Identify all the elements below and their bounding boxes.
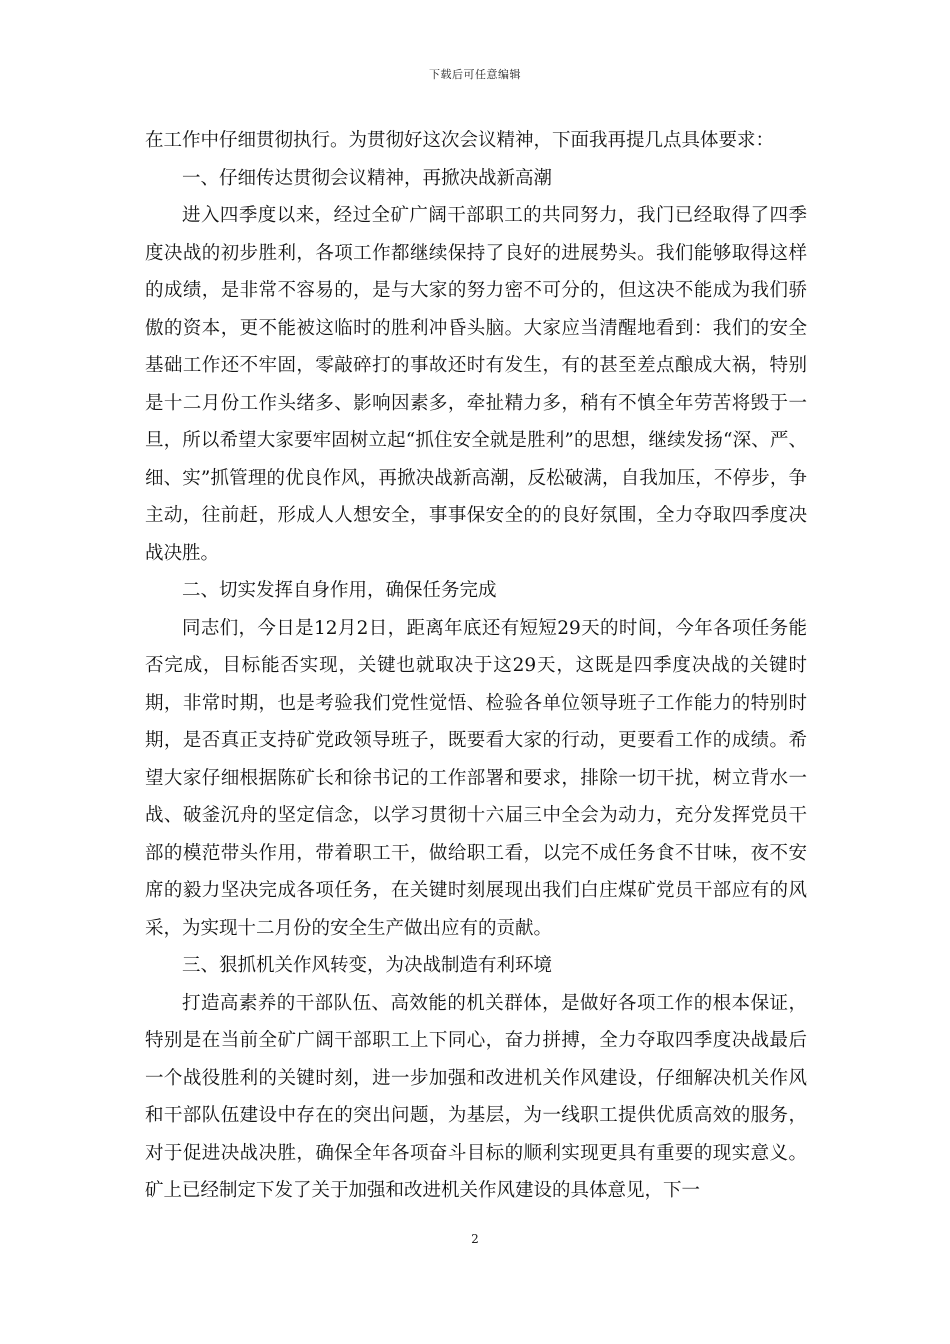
section-heading-2: 二、切实发挥自身作用，确保任务完成 [182,580,497,601]
page-number: 2 [471,1232,479,1246]
section-heading-1: 一、仔细传达贯彻会议精神，再掀决战新高潮 [182,167,553,189]
document-body [145,122,807,1210]
paragraph-1: 在工作中仔细贯彻执行。为贯彻好这次会议精神，下面我再提几点具体要求： [145,130,775,151]
section-heading-3: 三、狠抓机关作风转变，为决战制造有利环境 [182,955,553,976]
paragraph-4: 打造高素养的干部队伍、高效能的机关群体，是做好各项工作的根本保证，特别是在当前全矿广阔干部职工上下同心，奋力拼搏，全力夺取四季度决战最后一个战役胜利的关键时刻，进一步加强和改进机关作风建设，仔细解决机关作风和干部队伍建设中存在的突出问题，为基层，为一线职工提供优质高效的服务，对于促进决战决胜，确保全年各项奋斗目标的顺利实现更具有重要的现实意义。矿上已经制定下发了关于加强和改进机关作风建设的具体意见，下一 [145,992,807,1201]
page-header: 下载后可任意编辑 [429,68,521,81]
paragraph-2: 进入四季度以来，经过全矿广阔干部职工的共同努力，我门已经取得了四季度决战的初步胜利，各项工作都继续保持了良好的进展势头。我们能够取得这样的成绩，是非常不容易的，是与大家的努力密不可分的，但这决不能成为我们骄傲的资本，更不能被这临时的胜利冲昏头脑。大家应当清醒地看到：我们的安全基础工作还不牢固，零敲碎打的事故还时有发生，有的甚至差点酿成大祸，特别是十二月份工作头绪多、影响因素多，牵扯精力多，稍有不慎全年劳苦将毁于一旦，所以希望大家要牢固树立起“抓住安全就是胜利”的思想，继续发扬“深、严、细、实”抓管理的优良作风，再掀决战新高潮，反松破满，自我加压，不停步，争主动，往前赶，形成人人想安全，事事保安全的的良好氛围，全力夺取四季度决战决胜。 [145,205,807,564]
paragraph-3: 同志们，今日是12月2日，距离年底还有短短29天的时间，今年各项任务能否完成，目标能否实现，关键也就取决于这29天，这既是四季度决战的关键时期，非常时期，也是考验我们党性觉悟、检验各单位领导班子工作能力的特别时期，是否真正支持矿党政领导班子，既要看大家的行动，更要看工作的成绩。希望大家仔细根据陈矿长和徐书记的工作部署和要求，排除一切干扰，树立背水一战、破釜沉舟的坚定信念，以学习贯彻十六届三中全会为动力，充分发挥党员干部的模范带头作用，带着职工干，做给职工看，以完不成任务食不甘味，夜不安席的毅力坚决完成各项任务，在关键时刻展现出我们白庄煤矿党员干部应有的风采，为实现十二月份的安全生产做出应有的贡献。 [145,617,807,939]
